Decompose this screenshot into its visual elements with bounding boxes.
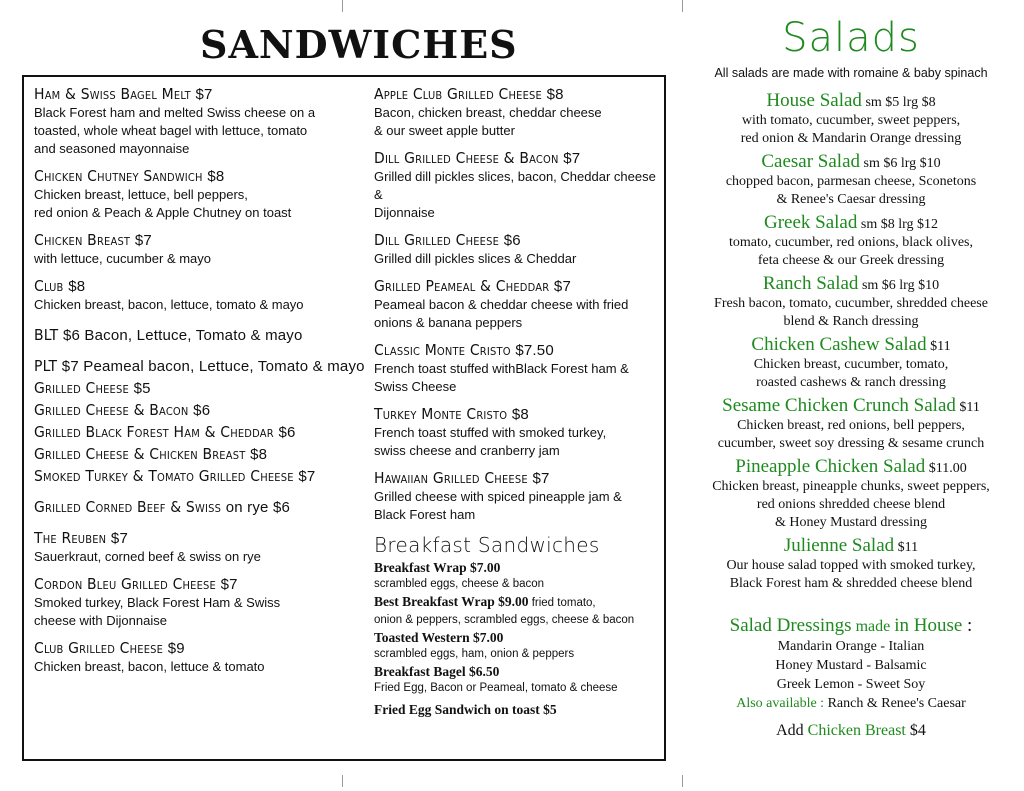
menu-item-description: with lettuce, cucumber & mayo bbox=[34, 251, 212, 266]
menu-item bbox=[34, 529, 354, 566]
menu-item-description: Chicken breast, bacon, lettuce, tomato & mayo bbox=[34, 297, 304, 312]
menu-item-description: cheese with Dijonnaise bbox=[34, 613, 167, 628]
item-name-text: Turkey Monte Cristo bbox=[374, 405, 508, 423]
salad-description: with tomato, cucumber, sweet peppers, bbox=[741, 113, 961, 128]
salad-price: $11.00 bbox=[925, 461, 967, 476]
menu-item bbox=[34, 167, 354, 222]
menu-item-name bbox=[374, 149, 666, 168]
salad-description: Black Forest ham & shredded cheese blend bbox=[729, 576, 973, 591]
salad-description: feta cheese & our Greek dressing bbox=[757, 253, 945, 268]
add-chicken-breast bbox=[688, 722, 1014, 740]
salad-name: Chicken Cashew Salad bbox=[751, 334, 927, 355]
menu-item-description: Grilled dill pickles slices, bacon, Cheddar cheese & bbox=[374, 169, 656, 202]
menu-item bbox=[34, 231, 354, 268]
sandwiches-right-column bbox=[374, 85, 666, 718]
menu-item-name bbox=[374, 405, 666, 424]
menu-item-name bbox=[34, 423, 354, 442]
menu-item-description: Grilled dill pickles slices & Cheddar bbox=[374, 251, 577, 266]
salad-description: red onion & Mandarin Orange dressing bbox=[740, 131, 962, 146]
also-text: Ranch & Renee's Caesar bbox=[824, 696, 966, 711]
salad-name: Pineapple Chicken Salad bbox=[735, 456, 926, 477]
menu-item bbox=[34, 445, 354, 464]
item-price: $5 bbox=[133, 380, 151, 397]
fold-mark-top-right bbox=[682, 0, 683, 12]
menu-item bbox=[34, 85, 354, 158]
fold-mark-bottom bbox=[342, 775, 343, 787]
item-name-text: Classic Monte Cristo bbox=[374, 341, 511, 359]
salad-item bbox=[688, 334, 1014, 392]
salad-description: roasted cashews & ranch dressing bbox=[756, 375, 946, 390]
menu-item-name bbox=[34, 529, 354, 548]
salad-item bbox=[688, 395, 1014, 453]
menu-item-description: & our sweet apple butter bbox=[374, 123, 515, 138]
salad-item bbox=[688, 90, 1014, 148]
menu-item-name bbox=[374, 469, 666, 488]
salad-description: red onions shredded cheese blend bbox=[756, 497, 946, 512]
menu-item bbox=[34, 467, 354, 486]
menu-item-description: swiss cheese and cranberry jam bbox=[374, 443, 560, 458]
salad-description: Chicken breast, pineapple chunks, sweet peppers, bbox=[712, 479, 990, 494]
item-price: $7 Peameal bacon, Lettuce, Tomato & mayo bbox=[61, 358, 365, 375]
also-label: Also available : bbox=[736, 696, 825, 711]
menu-item-name bbox=[34, 85, 354, 104]
breakfast-item bbox=[374, 593, 666, 628]
breakfast-last-item: Fried Egg Sandwich on toast $5 bbox=[374, 702, 557, 717]
menu-item-description: Black Forest ham and melted Swiss cheese on a bbox=[34, 105, 316, 120]
item-name-text: Club bbox=[34, 277, 64, 295]
addon-c: $4 bbox=[905, 722, 926, 739]
menu-item-name bbox=[34, 498, 354, 517]
item-name-text: Grilled Cheese & Bacon bbox=[34, 401, 189, 419]
salad-price: $11 bbox=[894, 540, 919, 555]
menu-item-description: Bacon, chicken breast, cheddar cheese bbox=[374, 105, 602, 120]
salad-description: Fresh bacon, tomato, cucumber, shredded cheese bbox=[714, 296, 988, 311]
salad-description: chopped bacon, parmesan cheese, Sconetons bbox=[725, 174, 977, 189]
menu-item bbox=[34, 379, 354, 398]
dressings-title-c: in House bbox=[894, 615, 963, 636]
breakfast-item bbox=[374, 629, 666, 662]
item-price: on rye $6 bbox=[225, 499, 291, 516]
salad-heading bbox=[688, 456, 1014, 478]
dressings-title bbox=[688, 615, 1014, 637]
breakfast-item-name bbox=[374, 663, 666, 680]
salad-item bbox=[688, 535, 1014, 593]
salad-price: sm $8 lrg $12 bbox=[857, 217, 939, 232]
salad-heading bbox=[688, 395, 1014, 417]
item-name-text: Grilled Black Forest Ham & Cheddar bbox=[34, 423, 274, 441]
salad-heading bbox=[688, 212, 1014, 234]
menu-item bbox=[34, 575, 354, 630]
salad-price: $11 bbox=[955, 400, 980, 415]
menu-item-name bbox=[374, 277, 666, 296]
breakfast-item-name bbox=[374, 629, 666, 646]
breakfast-item-title: Breakfast Bagel $6.50 bbox=[374, 664, 500, 679]
item-price: $6 Bacon, Lettuce, Tomato & mayo bbox=[62, 327, 303, 344]
salad-name: Julienne Salad bbox=[783, 535, 895, 556]
item-price: $7 bbox=[298, 468, 316, 485]
breakfast-title: Breakfast Sandwiches bbox=[374, 533, 600, 557]
menu-item bbox=[34, 357, 365, 376]
menu-item bbox=[34, 401, 354, 420]
menu-item-name bbox=[34, 639, 354, 658]
dressing-line: Honey Mustard - Balsamic bbox=[775, 658, 927, 673]
dressing-line: Greek Lemon - Sweet Soy bbox=[776, 677, 926, 692]
breakfast-items bbox=[374, 559, 666, 696]
menu-item bbox=[34, 639, 354, 676]
menu-item-name bbox=[34, 277, 354, 296]
menu-item bbox=[34, 277, 354, 314]
salad-item bbox=[688, 456, 1014, 532]
menu-item-description: red onion & Peach & Apple Chutney on toast bbox=[34, 205, 292, 220]
salad-name: Sesame Chicken Crunch Salad bbox=[722, 395, 956, 416]
menu-item-description: Dijonnaise bbox=[374, 205, 435, 220]
salad-description: & Renee's Caesar dressing bbox=[776, 192, 926, 207]
menu-item-description: Swiss Cheese bbox=[374, 379, 457, 394]
menu-item-name bbox=[34, 445, 354, 464]
salad-heading bbox=[688, 90, 1014, 112]
menu-item-description: toasted, whole wheat bagel with lettuce, tomato bbox=[34, 123, 308, 138]
addon-b: Chicken Breast bbox=[807, 722, 906, 739]
salad-description: & Honey Mustard dressing bbox=[774, 515, 928, 530]
menu-item bbox=[374, 405, 666, 460]
item-price: $7 bbox=[195, 86, 213, 103]
addon-a: Add bbox=[776, 722, 808, 739]
sandwiches-box bbox=[22, 75, 666, 761]
breakfast-item-description: Fried Egg, Bacon or Peameal, tomato & cheese bbox=[374, 682, 618, 694]
menu-item-name bbox=[34, 467, 354, 486]
item-price: $8 bbox=[207, 168, 225, 185]
breakfast-section bbox=[374, 533, 666, 718]
menu-item-name bbox=[34, 167, 354, 186]
item-price: $8 bbox=[511, 406, 529, 423]
salad-price: sm $6 lrg $10 bbox=[860, 156, 941, 171]
salad-price: sm $5 lrg $8 bbox=[861, 95, 936, 110]
item-price: $6 bbox=[193, 402, 211, 419]
salads-section bbox=[688, 14, 1014, 740]
menu-item bbox=[374, 231, 666, 268]
menu-item-name bbox=[374, 231, 666, 250]
salad-description: Chicken breast, red onions, bell peppers, bbox=[737, 418, 965, 433]
salad-heading bbox=[688, 273, 1014, 295]
salads-subtitle: All salads are made with romaine & baby spinach bbox=[714, 66, 988, 80]
sandwiches-left-column bbox=[34, 85, 365, 685]
salad-name: Greek Salad bbox=[763, 212, 858, 233]
salad-item bbox=[688, 273, 1014, 331]
salads-title: Salads bbox=[782, 15, 920, 61]
menu-item-name bbox=[34, 401, 354, 420]
menu-item-description: and seasoned mayonnaise bbox=[34, 141, 190, 156]
dressings-also-available bbox=[688, 694, 1014, 713]
item-name-text: Apple Club Grilled Cheese bbox=[374, 85, 542, 103]
menu-item bbox=[34, 326, 354, 345]
salad-price: $11 bbox=[926, 339, 951, 354]
menu-item bbox=[374, 149, 666, 222]
item-price: $8 bbox=[250, 446, 268, 463]
breakfast-item-inline: fried tomato, bbox=[528, 597, 596, 609]
dressings-title-a: Salad Dressings bbox=[729, 615, 852, 636]
item-name-text: The Reuben bbox=[34, 529, 107, 547]
dressing-line: Mandarin Orange - Italian bbox=[777, 639, 925, 654]
breakfast-item-description: scrambled eggs, cheese & bacon bbox=[374, 578, 545, 590]
item-name-text: Dill Grilled Cheese bbox=[374, 231, 500, 249]
item-name-text: Grilled Peameal & Cheddar bbox=[374, 277, 550, 295]
item-name-text: Dill Grilled Cheese & Bacon bbox=[374, 149, 559, 167]
item-price: $8 bbox=[546, 86, 564, 103]
breakfast-item-description: onion & peppers, scrambled eggs, cheese & bacon bbox=[374, 614, 635, 626]
item-name-text: PLT bbox=[34, 357, 58, 375]
menu-item-description: Chicken breast, lettuce, bell peppers, bbox=[34, 187, 248, 202]
item-name-text: Chicken Breast bbox=[34, 231, 131, 249]
dressings-title-d: : bbox=[962, 615, 973, 636]
menu-item-description: Grilled cheese with spiced pineapple jam & bbox=[374, 489, 622, 504]
salad-items bbox=[688, 90, 1014, 593]
item-price: $7 bbox=[563, 150, 581, 167]
menu-item-description: Smoked turkey, Black Forest Ham & Swiss bbox=[34, 595, 281, 610]
menu-item bbox=[34, 423, 354, 442]
item-price: $7 bbox=[553, 278, 572, 295]
menu-item-name bbox=[34, 326, 354, 345]
breakfast-item bbox=[374, 663, 666, 696]
salad-heading bbox=[688, 151, 1014, 173]
salad-description: blend & Ranch dressing bbox=[783, 314, 919, 329]
item-price: $7.50 bbox=[515, 342, 554, 359]
menu-item bbox=[34, 498, 354, 517]
menu-item-name bbox=[34, 575, 354, 594]
menu-item-name bbox=[34, 379, 354, 398]
salad-item bbox=[688, 151, 1014, 209]
item-price: $6 bbox=[503, 232, 521, 249]
menu-item-name bbox=[34, 357, 365, 376]
salad-name: Caesar Salad bbox=[761, 151, 860, 172]
breakfast-item-name bbox=[374, 559, 666, 576]
dressings-section bbox=[688, 615, 1014, 740]
breakfast-item-description: scrambled eggs, ham, onion & peppers bbox=[374, 648, 575, 660]
menu-item-name bbox=[34, 231, 354, 250]
item-name-text: Hawaiian Grilled Cheese bbox=[374, 469, 528, 487]
item-name-text: Smoked Turkey & Tomato Grilled Cheese bbox=[34, 467, 294, 485]
menu-item-description: Black Forest ham bbox=[374, 507, 476, 522]
fold-mark-bottom-right bbox=[682, 775, 683, 787]
sandwiches-title: SANDWICHES bbox=[200, 22, 518, 67]
menu-item bbox=[374, 277, 666, 332]
salad-description: Chicken breast, cucumber, tomato, bbox=[753, 357, 949, 372]
item-name-text: Cordon Bleu Grilled Cheese bbox=[34, 575, 216, 593]
item-price: $7 bbox=[134, 232, 152, 249]
salad-name: Ranch Salad bbox=[762, 273, 859, 294]
item-name-text: Ham & Swiss Bagel Melt bbox=[34, 85, 191, 103]
salad-description: Our house salad topped with smoked turkey, bbox=[726, 558, 976, 573]
menu-item-description: Peameal bacon & cheddar cheese with fried bbox=[374, 297, 629, 312]
item-name-text: Grilled Cheese bbox=[34, 379, 129, 397]
salad-heading bbox=[688, 535, 1014, 557]
menu-item-description: Chicken breast, bacon, lettuce & tomato bbox=[34, 659, 265, 674]
item-name-text: BLT bbox=[34, 326, 59, 344]
salad-item bbox=[688, 212, 1014, 270]
item-price: $9 bbox=[167, 640, 185, 657]
salad-price: sm $6 lrg $10 bbox=[858, 278, 940, 293]
menu-item bbox=[374, 469, 666, 524]
item-name-text: Club Grilled Cheese bbox=[34, 639, 164, 657]
menu-item-description: French toast stuffed withBlack Forest ham & bbox=[374, 361, 629, 376]
salad-name: House Salad bbox=[766, 90, 862, 111]
sandwiches-right-items bbox=[374, 85, 666, 524]
salad-description: cucumber, sweet soy dressing & sesame crunch bbox=[717, 436, 985, 451]
item-price: $8 bbox=[68, 278, 86, 295]
fold-mark-top bbox=[342, 0, 343, 12]
menu-item bbox=[374, 341, 666, 396]
item-name-text: Grilled Cheese & Chicken Breast bbox=[34, 445, 246, 463]
menu-item-description: onions & banana peppers bbox=[374, 315, 523, 330]
menu-item bbox=[374, 85, 666, 140]
item-price: $7 bbox=[532, 470, 550, 487]
item-price: $6 bbox=[278, 424, 296, 441]
menu-item-description: French toast stuffed with smoked turkey, bbox=[374, 425, 607, 440]
menu-item-description: Sauerkraut, corned beef & swiss on rye bbox=[34, 549, 261, 564]
breakfast-item-name bbox=[374, 593, 666, 612]
breakfast-item-title: Toasted Western $7.00 bbox=[374, 630, 504, 645]
item-price: $7 bbox=[110, 530, 128, 547]
breakfast-item-title: Best Breakfast Wrap $9.00 bbox=[374, 594, 529, 609]
dressings-title-b: made bbox=[851, 618, 895, 635]
menu-item-name bbox=[374, 341, 666, 360]
item-name-text: Grilled Corned Beef & Swiss bbox=[34, 498, 222, 516]
salad-description: tomato, cucumber, red onions, black olives, bbox=[729, 235, 973, 250]
item-name-text: Chicken Chutney Sandwich bbox=[34, 167, 203, 185]
menu-item-name bbox=[374, 85, 666, 104]
breakfast-item bbox=[374, 559, 666, 592]
item-price: $7 bbox=[220, 576, 238, 593]
salad-heading bbox=[688, 334, 1014, 356]
breakfast-item-title: Breakfast Wrap $7.00 bbox=[374, 560, 501, 575]
